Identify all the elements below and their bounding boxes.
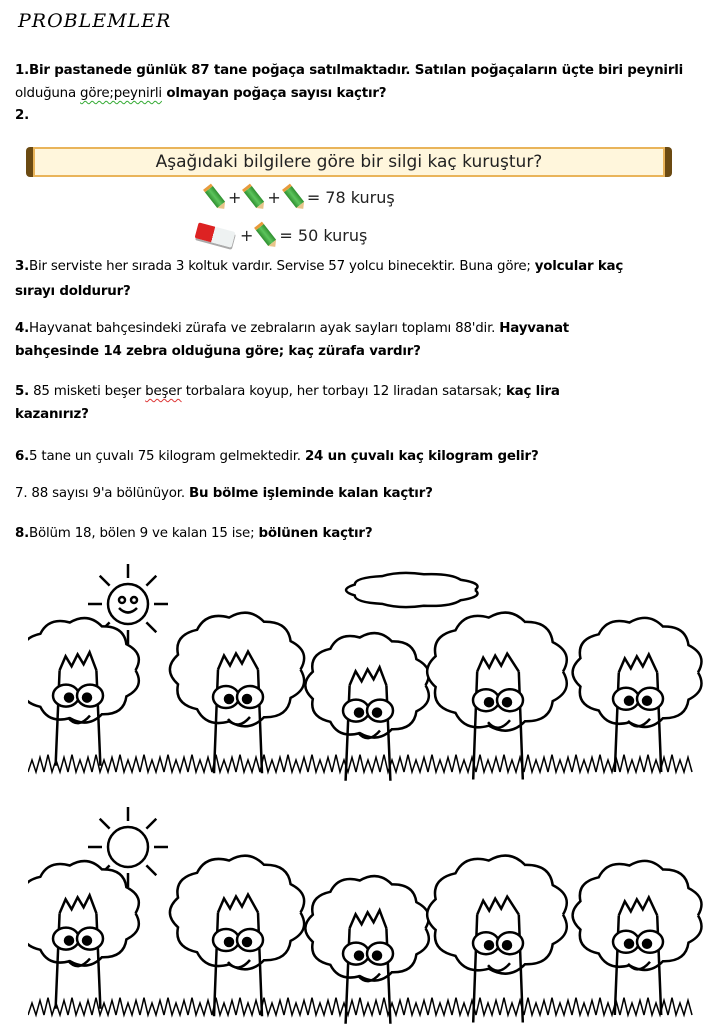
question-2-number [15, 108, 29, 123]
tree-pupil [83, 937, 91, 945]
sun-ray [146, 819, 156, 829]
question-4-line-2 [15, 344, 421, 359]
grass [28, 998, 692, 1015]
question-6 [15, 449, 539, 464]
sun-icon [108, 584, 148, 624]
tree-pupil [503, 698, 511, 706]
tree-pupil [373, 709, 381, 717]
q5-number: 5. [15, 384, 30, 399]
q5-bold-1: kaç lira [505, 384, 560, 399]
coloring-illustration-trees-2 [28, 805, 708, 1032]
tree-pupil [225, 695, 233, 703]
tree-pupil [503, 941, 511, 949]
pencil-icon [241, 182, 268, 211]
q6-text: 5 tane un çuvalı 75 kilogram gelmektedir. [29, 449, 305, 464]
question-7 [15, 486, 433, 501]
question-1-line-2 [15, 86, 386, 101]
q3-text: Bir serviste her sırada 3 koltuk vardır. Servise 57 yolcu binecektir. Buna göre; [29, 259, 535, 274]
tree-pupil [225, 938, 233, 946]
tree-pupil [643, 940, 651, 948]
question-5-line-2 [15, 407, 89, 422]
tree-pupil [83, 694, 91, 702]
q8-bold: bölünen kaçtır? [258, 526, 373, 541]
pencil-icon [280, 182, 307, 211]
question-8 [15, 526, 372, 541]
plus-sign: + [267, 187, 281, 207]
q1-text-a: olduğuna [15, 86, 81, 101]
q5-bold-2: kazanırız? [15, 407, 89, 422]
plus-sign: + [228, 187, 242, 207]
sun-eye [131, 597, 137, 603]
q3-bold-1: yolcular kaç [534, 259, 624, 274]
tree-pupil [355, 952, 363, 960]
tree-crown-tips [350, 910, 387, 928]
tree-crown [573, 861, 702, 970]
tree-pupil [373, 952, 381, 960]
tree-crown-tips [60, 652, 97, 670]
question-3-line-2 [15, 284, 131, 299]
q4-bold-1: Hayvanat [499, 321, 569, 336]
q1-text-b: göre;peynirli [80, 86, 162, 101]
tree-pupil [625, 940, 633, 948]
tree-crown-tips [60, 895, 97, 913]
question-3-line-1 [15, 259, 623, 274]
plus-sign: + [240, 225, 254, 245]
eraser-icon [195, 222, 236, 247]
sun-ray [100, 819, 110, 829]
q3-number: 3. [15, 259, 30, 274]
tree-pupil [355, 709, 363, 717]
equation-1 [208, 184, 395, 210]
equation-1-result: = 78 kuruş [306, 187, 395, 207]
tree-pupil [643, 697, 651, 705]
q8-number: 8. [15, 526, 30, 541]
q1-text: 1.Bir pastanede günlük 87 tane poğaça satılmaktadır. Satılan poğaçaların üçte biri peynirli [15, 63, 684, 78]
tree-pupil [625, 697, 633, 705]
q4-text: Hayvanat bahçesindeki zürafa ve zebraların ayak sayları toplamı 88'dir. [29, 321, 500, 336]
sun-ray [146, 865, 156, 875]
question-1-line-1 [15, 63, 683, 78]
question-2-banner: Aşağıdaki bilgilere göre bir silgi kaç kuruştur? [26, 147, 672, 177]
q5-text-c: torbalara koyup, her torbayı 12 liradan satarsak; [181, 384, 506, 399]
q5-text-a: 85 misketi beşer [29, 384, 146, 399]
tree-pupil [243, 938, 251, 946]
q4-number: 4. [15, 321, 30, 336]
q1-bold: olmayan poğaça sayısı kaçtır? [161, 86, 387, 101]
pencil-icon [201, 182, 228, 211]
tree-pupil [65, 694, 73, 702]
grass [28, 755, 692, 772]
sun-ray [146, 576, 156, 586]
tree-pupil [65, 937, 73, 945]
q6-number: 6. [15, 449, 30, 464]
q7-bold: Bu bölme işleminde kalan kaçtır? [188, 486, 433, 501]
tree-pupil [485, 941, 493, 949]
sun-ray [146, 622, 156, 632]
tree-crown-tips [350, 667, 387, 685]
cloud [346, 573, 477, 607]
sun-smile [119, 608, 137, 613]
pencil-icon [253, 220, 280, 249]
q4-bold-2: bahçesinde 14 zebra olduğuna göre; kaç zürafa vardır? [15, 344, 421, 359]
tree-crown [573, 618, 702, 727]
page-title: PROBLEMLER [18, 10, 172, 32]
q5-text-b: beşer [145, 384, 182, 399]
question-4-line-1 [15, 321, 569, 336]
q6-bold: 24 un çuvalı kaç kilogram gelir? [304, 449, 539, 464]
tree-pupil [243, 695, 251, 703]
tree-pupil [485, 698, 493, 706]
sun-ray [100, 576, 110, 586]
q7-text: 7. 88 sayısı 9'a bölünüyor. [15, 486, 189, 501]
equation-2 [196, 222, 367, 248]
question-5-line-1 [15, 384, 560, 399]
q3-bold-2: sırayı doldurur? [15, 284, 131, 299]
equation-2-result: = 50 kuruş [279, 225, 368, 245]
coloring-illustration-trees-1 [28, 562, 708, 792]
q2-number: 2. [15, 108, 30, 123]
q8-text: Bölüm 18, bölen 9 ve kalan 15 ise; [29, 526, 259, 541]
sun-eye [119, 597, 125, 603]
sun-icon [108, 827, 148, 867]
